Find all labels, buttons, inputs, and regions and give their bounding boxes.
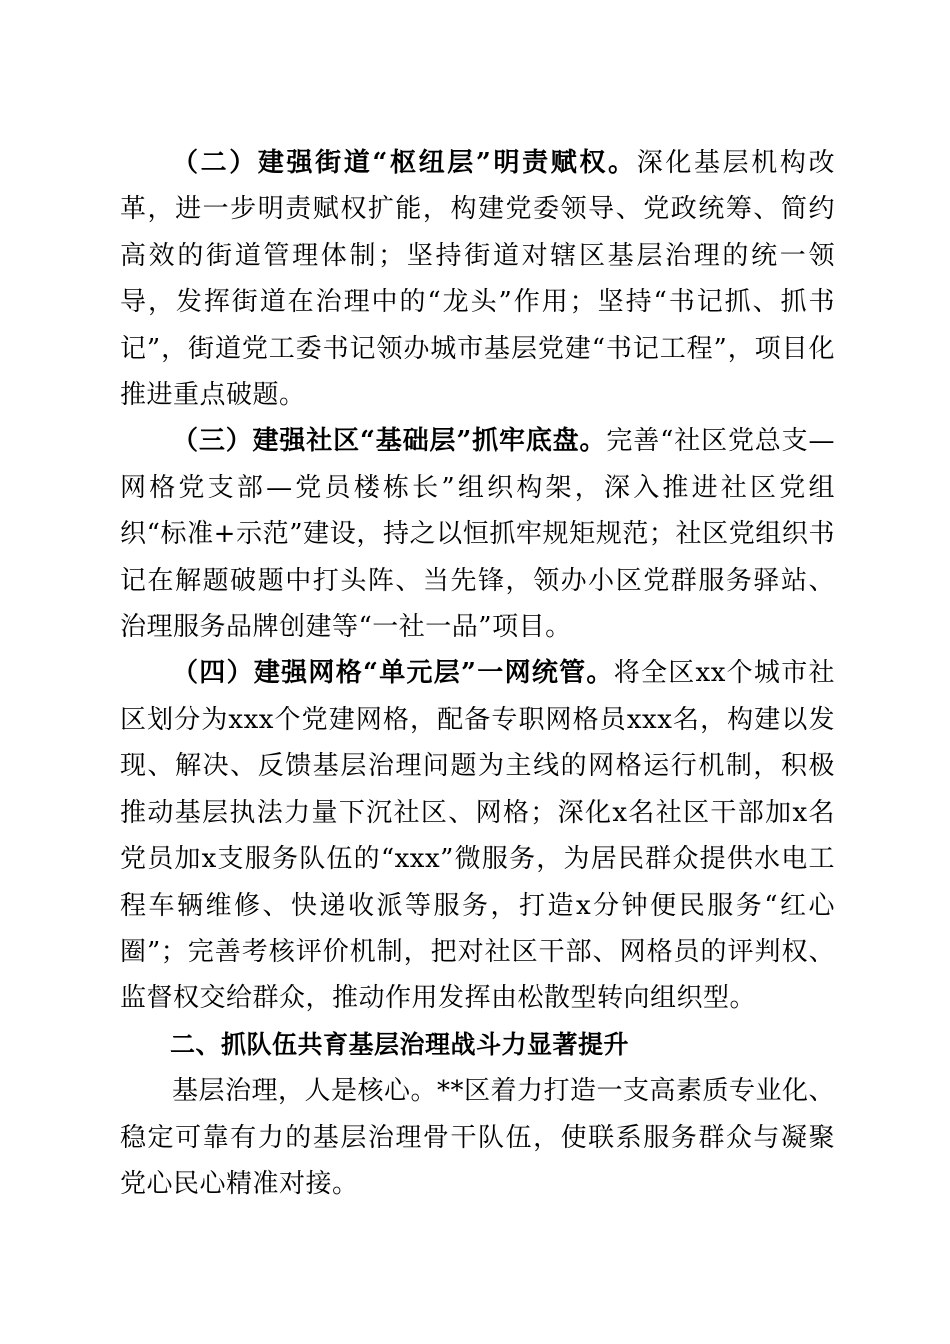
paragraph-grids — [120, 650, 835, 1021]
paragraph-closing: 基层治理，人是核心。**区着力打造一支高素质专业化、稳定可靠有力的基层治理骨干队伍，使联系服务群众与凝聚党心民心精准对接。 — [120, 1076, 836, 1199]
paragraph-lead: （二）建强街道“枢纽层”明责赋权。 — [172, 148, 637, 178]
paragraph-lead: （三）建强社区“基础层”抓牢底盘。 — [172, 426, 607, 457]
paragraph-text: 深化基层机构改革，进一步明责赋权扩能，构建党委领导、党政统筹、简约高效的街道管理体制；坚持街道对辖区基层治理的统一领导，发挥街道在治理中的“龙头”作用；坚持“书记抓、抓书记”，街道党工委书记领办城市基层党建“书记工程”，项目化推进重点破题。 — [120, 148, 835, 411]
paragraph-text: 将全区xx个城市社区划分为xxx个党建网格，配备专职网格员xxx名，构建以发现、解决、反馈基层治理问题为主线的网格运行机制，积极推动基层执法力量下沉社区、网格；深化x名社区干部加x名党员加x支服务队伍的“xxx”微服务，为居民群众提供水电工程车辆维修、快递收派等服务，打造x分钟便民服务“红心圈”；完善考核评价机制，把对社区干部、网格员的评判权、监督权交给群众，推动作用发挥由松散型转向组织型。 — [120, 658, 835, 1014]
paragraph-communities — [120, 418, 835, 650]
section-heading: 二、抓队伍共育基层治理战斗力显著提升 — [170, 1029, 630, 1059]
paragraph-streets — [120, 140, 835, 418]
paragraph-text: 完善“社区党总支—网格党支部—党员楼栋长”组织构架，深入推进社区党组织“标准+示范”建设，持之以恒抓牢规矩规范；社区党组织书记在解题破题中打头阵、当先锋，领办小区党群服务驿站、治理服务品牌创建等“一社一品”项目。 — [120, 426, 835, 643]
paragraph-lead: （四）建强网格“单元层”一网统管。 — [172, 658, 614, 689]
document-body — [120, 140, 835, 1207]
